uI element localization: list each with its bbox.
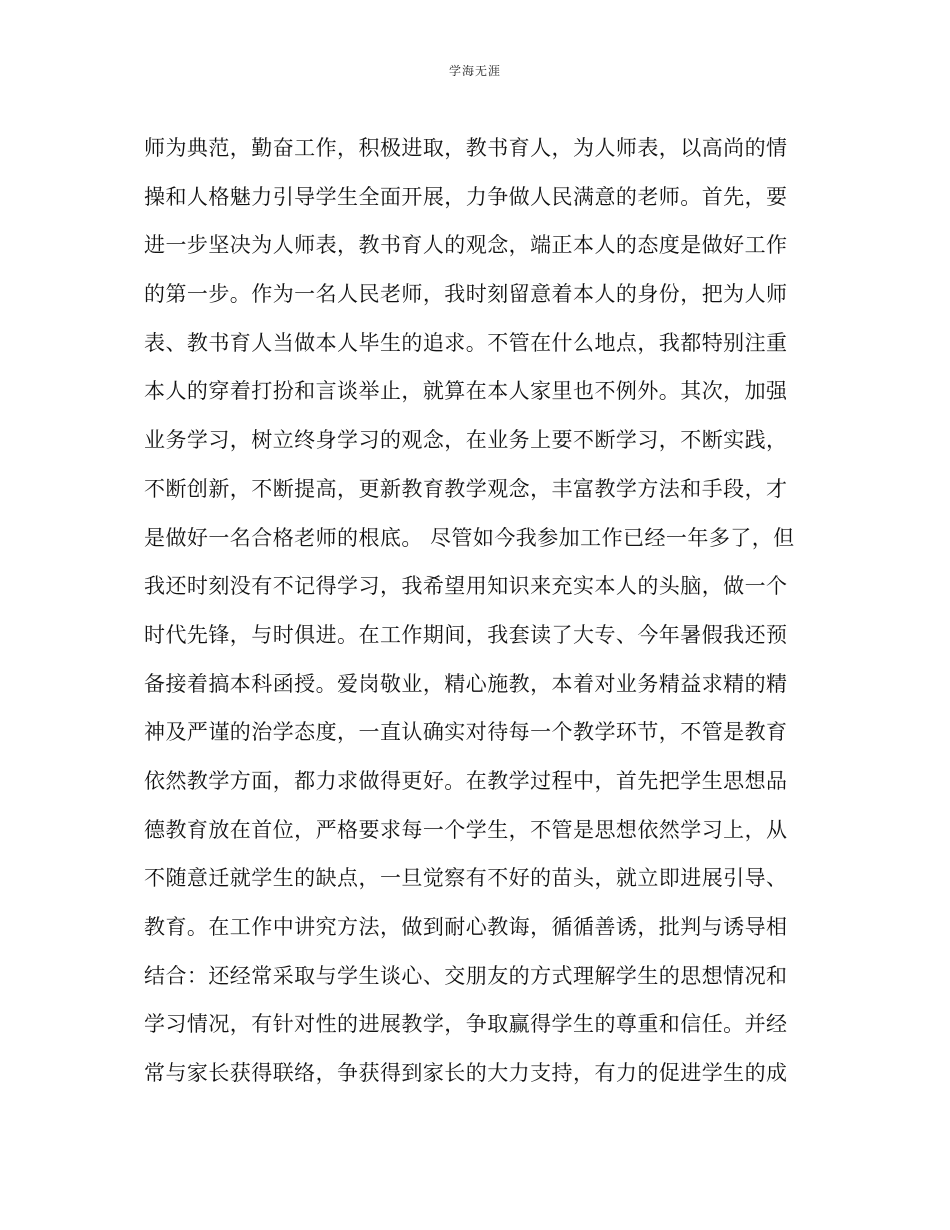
text-line: 我还时刻没有不记得学习，我希望用知识来充实本人的头脑，做一个 xyxy=(144,574,788,599)
text-line: 是做好一名合格老师的根底。 尽管如今我参加工作已经一年多了，但 xyxy=(144,525,795,550)
text-line: 德教育放在首位，严格要求每一个学生，不管是思想依然学习上，从 xyxy=(144,817,788,842)
text-line: 学习情况，有针对性的进展教学，争取赢得学生的尊重和信任。并经 xyxy=(144,1012,788,1037)
text-line: 不断创新，不断提高，更新教育教学观念，丰富教学方法和手段，才 xyxy=(144,476,788,501)
text-line: 进一步坚决为人师表，教书育人的观念，端正本人的态度是做好工作 xyxy=(144,233,788,258)
text-line: 神及严谨的治学态度，一直认确实对待每一个教学环节，不管是教育 xyxy=(144,720,788,745)
text-line: 操和人格魅力引导学生全面开展，力争做人民满意的老师。首先，要 xyxy=(144,184,788,209)
body-paragraph xyxy=(144,124,814,1098)
text-line: 时代先锋，与时俱进。在工作期间，我套读了大专、今年暑假我还预 xyxy=(144,622,788,647)
page-header: 学海无涯 xyxy=(448,64,501,78)
text-line: 常与家长获得联络，争获得到家长的大力支持，有力的促进学生的成 xyxy=(144,1061,788,1086)
text-line: 的第一步。作为一名人民老师，我时刻留意着本人的身份，把为人师 xyxy=(144,282,788,307)
text-line: 师为典范，勤奋工作，积极进取，教书育人，为人师表，以高尚的情 xyxy=(144,136,788,160)
text-line: 备接着搞本科函授。爱岗敬业，精心施教，本着对业务精益求精的精 xyxy=(144,671,788,696)
text-line: 本人的穿着打扮和言谈举止，就算在本人家里也不例外。其次，加强 xyxy=(144,379,788,404)
text-line: 业务学习，树立终身学习的观念，在业务上要不断学习，不断实践， xyxy=(144,428,788,453)
text-line: 不随意迁就学生的缺点，一旦觉察有不好的苗头，就立即进展引导、 xyxy=(144,866,788,891)
text-line: 结合：还经常采取与学生谈心、交朋友的方式理解学生的思想情况和 xyxy=(144,963,788,988)
text-line: 表、教书育人当做本人毕生的追求。不管在什么地点，我都特别注重 xyxy=(144,330,788,355)
text-line: 教育。在工作中讲究方法，做到耐心教诲，循循善诱，批判与诱导相 xyxy=(144,915,788,939)
text-line: 依然教学方面，都力求做得更好。在教学过程中，首先把学生思想品 xyxy=(144,768,788,793)
